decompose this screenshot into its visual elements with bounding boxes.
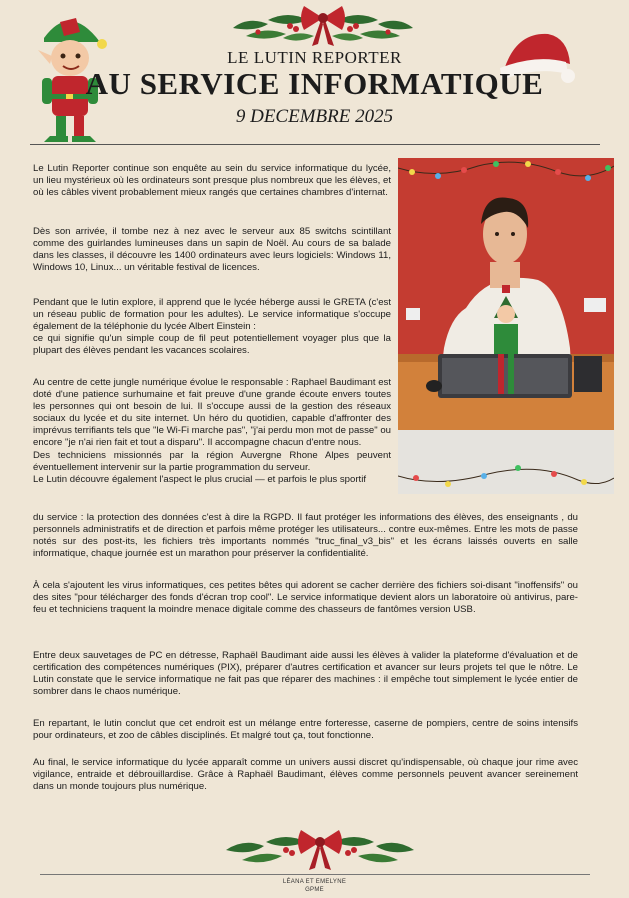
article-paragraph-7: Entre deux sauvetages de PC en détresse, Raphaël Baudimant aide aussi les élèves à valider la plateforme d'évaluation et de certification des compétences numériques (PIX), préparer d'autres certification et avancer sur leurs projets tel que le nôtre. Le Lutin constate que le service informatique ne fait pas que réparer des machines : il empêche tout simplement le lycée entier de sombrer dans le chaos numérique. [33, 650, 578, 698]
article-paragraph-2: Dès son arrivée, il tombe nez à nez avec le serveur aux 85 switchs scintillant comme des guirlandes lumineuses dans un sapin de Noël. Au cours de sa balade dans les classes, il découvre les 1400 ordinateurs avec leurs logiciels: Windows 11, Windows 10, Linux... un véritable festival de licences. [33, 226, 391, 274]
page-title: AU SERVICE INFORMATIQUE [85, 66, 544, 101]
article-paragraph-5: du service : la protection des données c'est à dire la RGPD. Il faut protéger les informations des élèves, des enseignants , du personnels administratifs et de direction et parfois même protéger les utilisateurs... contre eux-mêmes. Entre les mots de passe notés sur des post-its, les fichiers très importants nommés "truc_final_v3_bis" et les écrans laissés ouverts en salle informatique, chaque journée est un marathon pour préserver la confidentialité. [33, 512, 578, 560]
footer-divider [40, 874, 590, 875]
footer-authors: LÉANA ET EMELYNE [282, 879, 347, 885]
issue-date: 9 DECEMBRE 2025 [235, 106, 394, 127]
article-paragraph-1: Le Lutin Reporter continue son enquête au sein du service informatique du lycée, un lieu mystérieux où les ordinateurs sont presque plus nombreux que les élèves, et où les câbles vivent probablement mieux rangés que certaines chambres d'internat. [33, 163, 391, 199]
holly-leaves-left-icon [226, 837, 306, 862]
footer-credits [0, 878, 629, 894]
holly-leaves-right-icon [334, 837, 414, 862]
article-paragraph-6: À cela s'ajoutent les virus informatiques, ces petites bêtes qui adorent se cacher derrière des fichiers soi-disant "inoffensifs" ou des sites "pour télécharger des fonds d'écran trop cool". Le service informatique devient alors un laboratoire où antivirus, pare-feu et techniciens traquent la moindre menace digitale comme des chasseurs de fantômes version USB. [33, 580, 578, 616]
article-paragraph-8: En repartant, le lutin conclut que cet endroit est un mélange entre forteresse, caserne de pompiers, centre de soins intensifs pour ordinateurs, et zoo de câbles disciplinés. Et malgré tout ça, tout fonctionne. [33, 718, 578, 742]
photo-it-manager-with-elf [398, 158, 614, 494]
article-paragraph-9: Au final, le service informatique du lycée apparaît comme un univers aussi discret qu'indispensable, où chaque jour rime avec vigilance, entraide et débrouillardise. Grâce à Raphaël Baudimant, élèves comme personnels peuvent avancer sereinement dans un monde toujours plus numérique. [33, 757, 578, 793]
article-paragraph-4: Au centre de cette jungle numérique évolue le responsable : Raphael Baudimant est doté d'une patience surhumaine et fait preuve d'une grande écoute envers toutes les personnes qui ont besoin de lui. Il s'occupe aussi de la gestion des réseaux sociaux du lycée et du site internet. Un héro du quotidien, capable d'affronter des imprévus terrifiants tels que "le Wi-Fi marche pas", "j'ai perdu mon mot de passe" ou encore "je n'ai rien fait et tout a disparu". Il accompagne chacun d'entre nous. Des techniciens missionnés par la région Auvergne Rhone Alpes peuvent éventuellement intervenir sur la partie programmation du serveur. Le Lutin découvre également l'aspect le plus crucial — et parfois le plus sportif [33, 377, 391, 485]
article-paragraph-3: Pendant que le lutin explore, il apprend que le lycée héberge aussi le GRETA (c'est un réseau public de formation pour les adultes). Le service informatique s'occupe également de la téléphonie du lycée Albert Einstein : ce qui signifie qu'un simple coup de fil peut potentiellement voyager plus que la plupart des élèves pendant les vacances scolaires. [33, 297, 391, 357]
header-divider [30, 144, 600, 145]
holly-garland-top [228, 2, 418, 50]
publication-name: LE LUTIN REPORTER [227, 48, 402, 67]
holly-garland-bottom [222, 826, 418, 874]
ribbon-bow-icon [298, 830, 342, 870]
footer-class: GPME [305, 887, 324, 893]
ribbon-bow-icon [301, 6, 345, 46]
